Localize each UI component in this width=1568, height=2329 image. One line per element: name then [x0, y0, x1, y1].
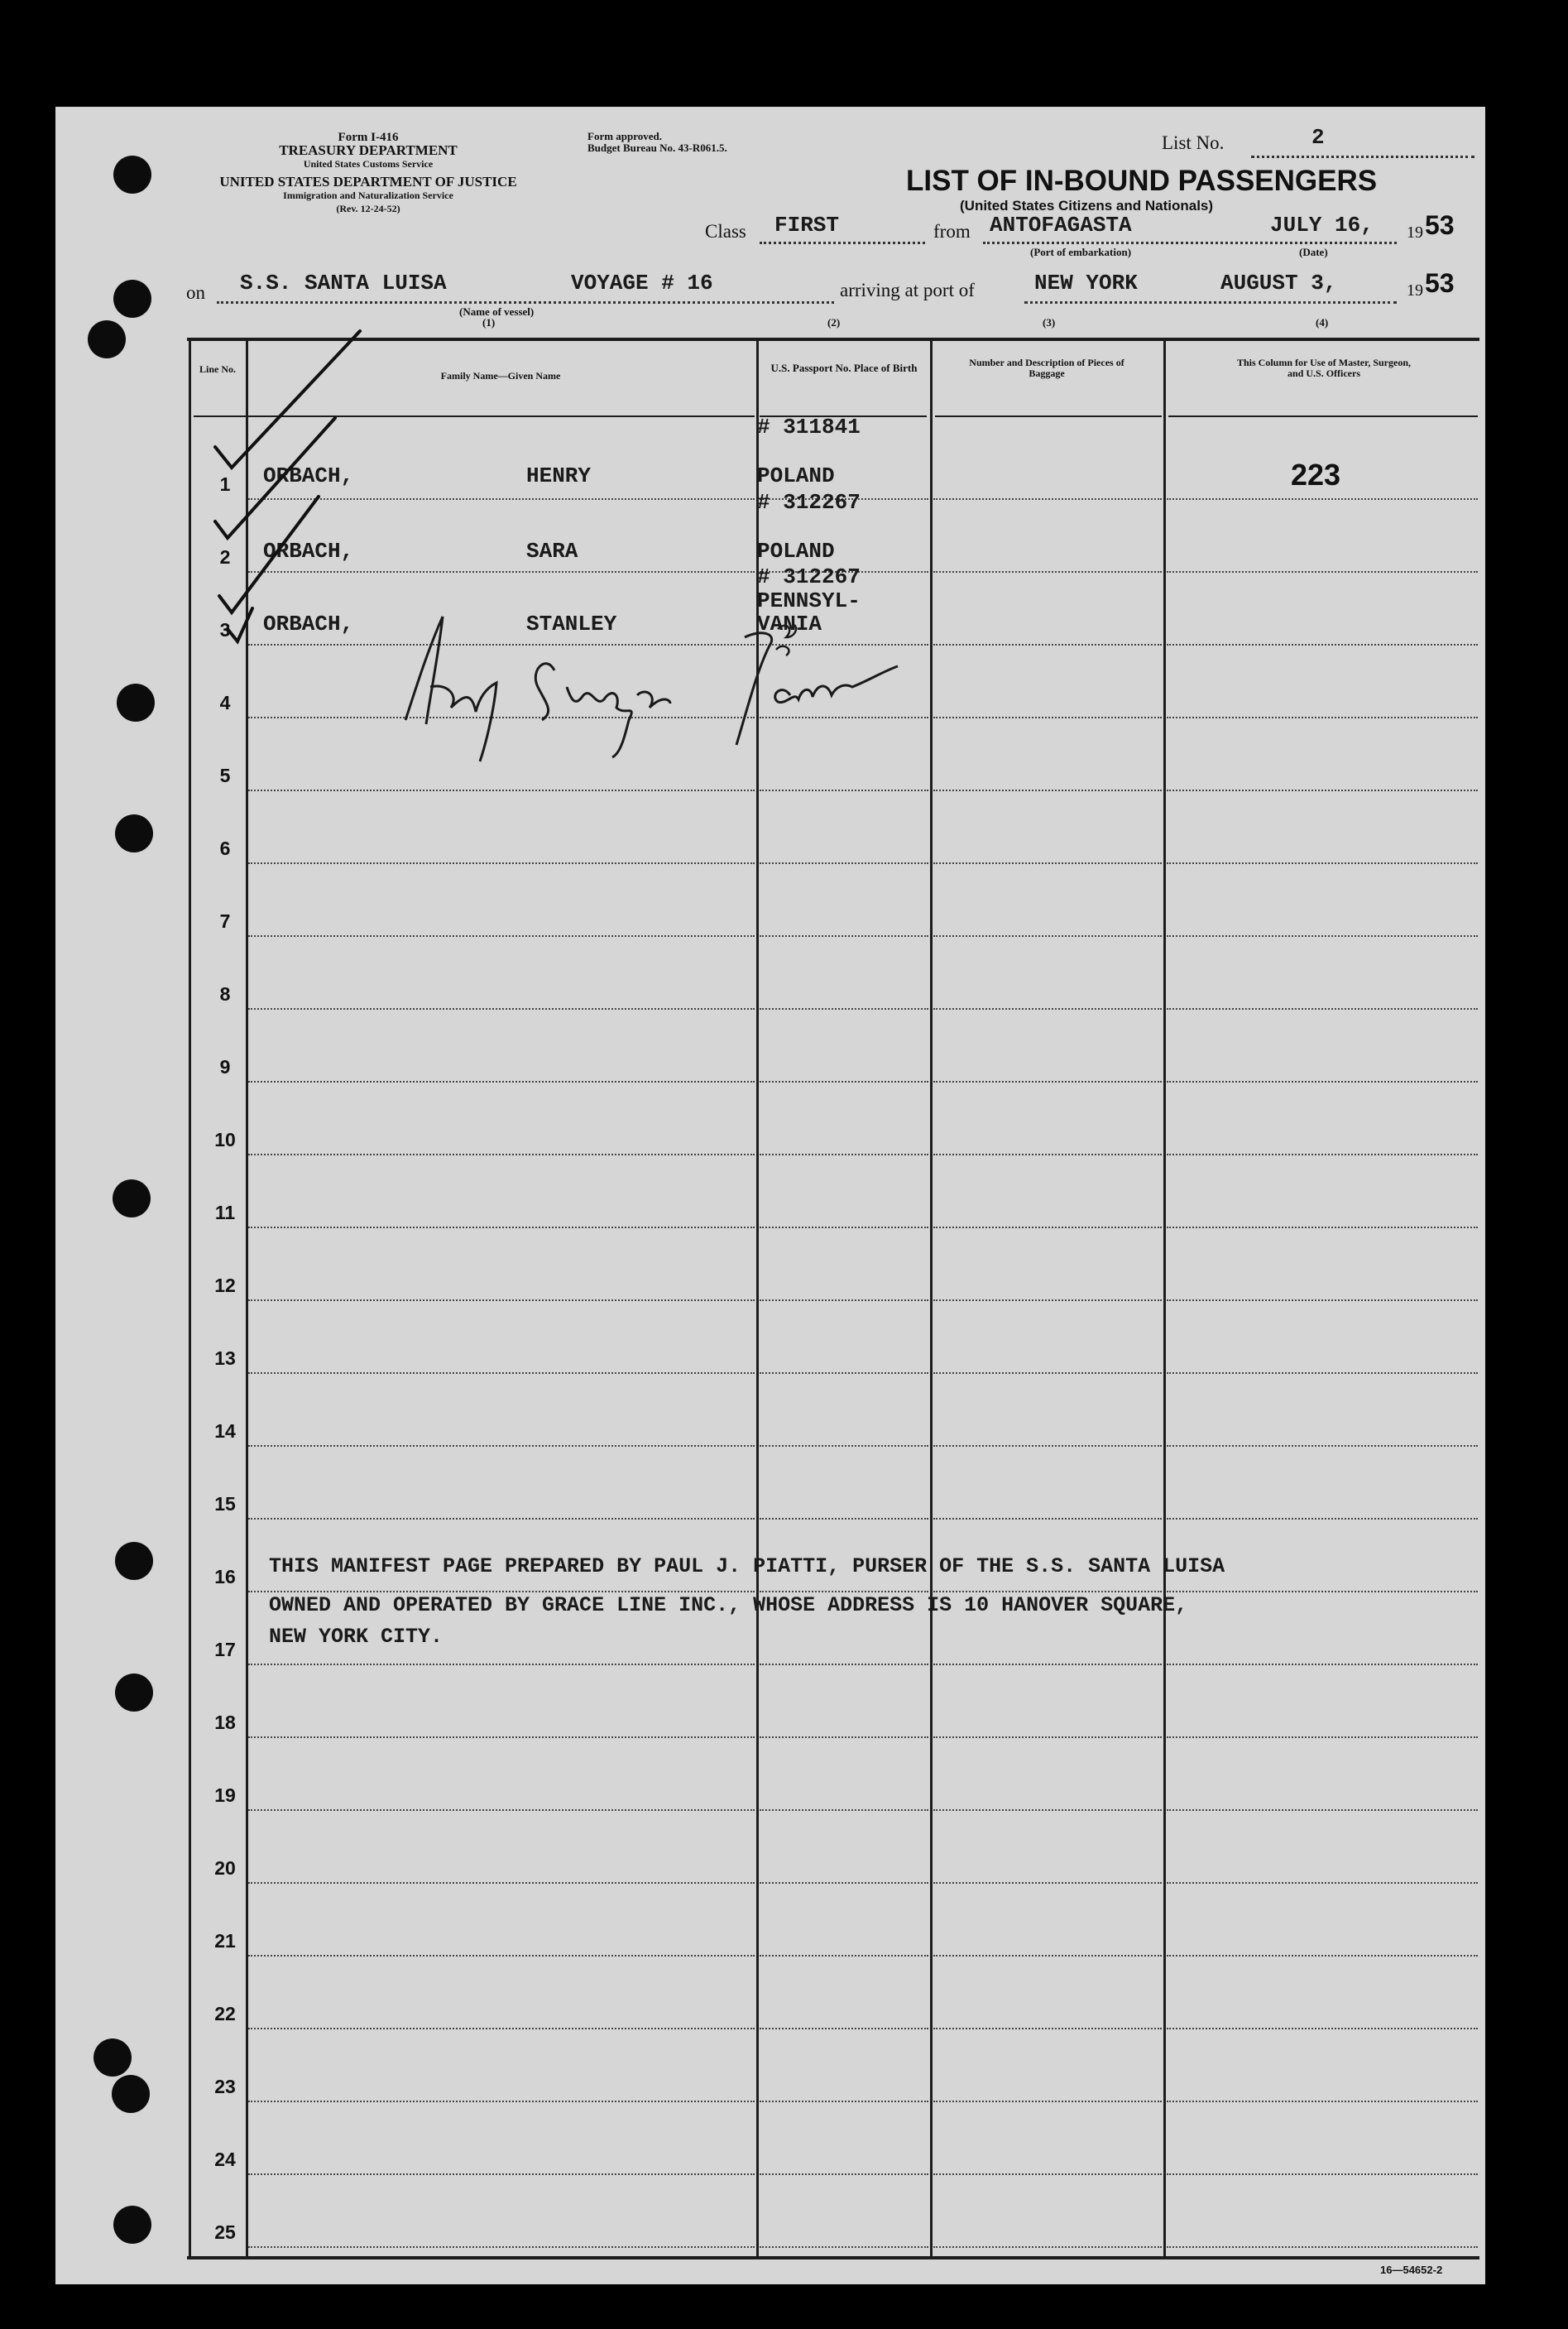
- line-number: 7: [219, 910, 231, 932]
- checkmark-icon: [194, 323, 376, 654]
- row-dotted-line: [248, 2028, 755, 2029]
- line-number: 11: [214, 1202, 236, 1223]
- row-dotted-line: [248, 1445, 755, 1447]
- form-approved: Form approved.: [587, 130, 663, 142]
- row-dotted-line: [248, 1664, 755, 1665]
- row-dotted-line: [1167, 862, 1478, 864]
- row-dotted-line: [760, 935, 928, 937]
- page-subtitle: (United States Citizens and Nationals): [960, 198, 1214, 214]
- table-bottom-border: [187, 2256, 1479, 2259]
- line-number: 21: [214, 1930, 236, 1952]
- row-dotted-line: [248, 790, 755, 791]
- manifest-note-line-1: THIS MANIFEST PAGE PREPARED BY PAUL J. PIATTI, PURSER OF THE S.S. SANTA LUISA: [269, 1554, 1225, 1578]
- vessel-name: S.S. SANTA LUISA: [240, 271, 447, 295]
- line-number: 19: [214, 1784, 236, 1806]
- row-dotted-line: [760, 1591, 928, 1592]
- year-prefix-2: 19: [1407, 281, 1423, 300]
- row-dotted-line: [1167, 717, 1478, 718]
- line-number: 14: [214, 1420, 236, 1442]
- row-dotted-line: [760, 2028, 928, 2029]
- row-dotted-line: [933, 1591, 1162, 1592]
- row-dotted-line: [248, 862, 755, 864]
- birthplace-3b: VANIA: [757, 612, 822, 636]
- row-dotted-line: [248, 1372, 755, 1374]
- line-number: 8: [219, 983, 231, 1005]
- row-dotted-line: [933, 1008, 1162, 1010]
- row-dotted-line: [933, 935, 1162, 937]
- row-dotted-line: [933, 1445, 1162, 1447]
- punch-hole: [115, 1542, 153, 1580]
- budget-bureau: Budget Bureau No. 43-R061.5.: [587, 142, 727, 154]
- row-dotted-line: [248, 1227, 755, 1228]
- arrival-date: AUGUST 3,: [1220, 271, 1337, 295]
- class-value: FIRST: [774, 213, 840, 238]
- from-date: JULY 16,: [1270, 213, 1374, 238]
- row-dotted-line: [933, 1736, 1162, 1738]
- caption-2: (2): [827, 316, 841, 329]
- punch-hole: [94, 2038, 132, 2077]
- port-embarkation-caption: (Port of embarkation): [1030, 246, 1132, 258]
- row-dotted-line: [1167, 1591, 1478, 1592]
- header-officers: This Column for Use of Master, Surgeon, and U.S. Officers: [1236, 357, 1411, 379]
- header-underline-c: [935, 415, 1162, 417]
- row-dotted-line: [248, 1809, 755, 1811]
- row-dotted-line: [933, 1809, 1162, 1811]
- year-2: 53: [1425, 268, 1455, 298]
- from-value: ANTOFAGASTA: [990, 213, 1132, 238]
- row-dotted-line: [933, 1227, 1162, 1228]
- line-number: 22: [214, 2003, 236, 2024]
- row-dotted-line: [760, 1299, 928, 1301]
- officer-note-1: 223: [1291, 458, 1341, 492]
- passport-3: # 312267: [757, 564, 861, 589]
- row-dotted-line: [1167, 1445, 1478, 1447]
- list-no-line: [1251, 156, 1474, 158]
- row-dotted-line: [1167, 1809, 1478, 1811]
- row-dotted-line: [933, 498, 1162, 500]
- row-dotted-line: [1167, 2028, 1478, 2029]
- line-number: 5: [219, 765, 231, 786]
- row-dotted-line: [1167, 1299, 1478, 1301]
- justice-dept: UNITED STATES DEPARTMENT OF JUSTICE: [219, 174, 517, 190]
- row-dotted-line: [760, 1882, 928, 1884]
- line-number: 10: [214, 1129, 236, 1150]
- row-dotted-line: [933, 2246, 1162, 2248]
- row-dotted-line: [1167, 1736, 1478, 1738]
- row-dotted-line: [760, 1809, 928, 1811]
- row-dotted-line: [248, 1518, 755, 1520]
- voyage: VOYAGE # 16: [571, 271, 713, 295]
- line-number: 23: [214, 2076, 236, 2097]
- form-block: [178, 131, 559, 215]
- from-line: [983, 242, 1397, 244]
- row-dotted-line: [1167, 1518, 1478, 1520]
- ins-service: Immigration and Naturalization Service: [283, 190, 453, 201]
- row-dotted-line: [760, 1372, 928, 1374]
- punch-hole: [115, 814, 153, 852]
- line-number: 2: [219, 546, 231, 568]
- row-dotted-line: [760, 1081, 928, 1083]
- list-no-value: 2: [1311, 125, 1325, 150]
- year-prefix-1: 19: [1407, 223, 1423, 242]
- vessel-caption: (Name of vessel): [459, 305, 535, 318]
- treasury-dept: TREASURY DEPARTMENT: [279, 142, 458, 158]
- manifest-note-line-3: NEW YORK CITY.: [269, 1625, 444, 1649]
- line-number: 15: [214, 1493, 236, 1515]
- year-1: 53: [1425, 210, 1455, 240]
- header-baggage: Number and Description of Pieces of Baggage: [969, 357, 1124, 379]
- header-family-name: Family Name—Given Name: [440, 370, 561, 382]
- row-dotted-line: [760, 1445, 928, 1447]
- row-dotted-line: [1167, 644, 1478, 646]
- punch-hole: [88, 320, 126, 358]
- form-code: 16—54652-2: [1380, 2264, 1443, 2276]
- customs-service: United States Customs Service: [303, 158, 434, 170]
- row-dotted-line: [933, 862, 1162, 864]
- table-left-border: [189, 341, 191, 2258]
- table-top-border: [187, 338, 1479, 341]
- row-dotted-line: [933, 717, 1162, 718]
- inspector-signature: [381, 604, 935, 770]
- row-dotted-line: [248, 2101, 755, 2102]
- line-number: 13: [214, 1347, 236, 1369]
- punch-hole: [112, 2075, 150, 2113]
- line-number: 9: [219, 1056, 231, 1078]
- row-dotted-line: [248, 1008, 755, 1010]
- row-dotted-line: [1167, 1664, 1478, 1665]
- row-dotted-line: [760, 1227, 928, 1228]
- punch-hole: [113, 1179, 151, 1217]
- line-number: 4: [219, 692, 231, 713]
- row-dotted-line: [933, 1081, 1162, 1083]
- row-dotted-line: [933, 2173, 1162, 2175]
- form-number: Form I-416: [338, 131, 399, 144]
- caption-4: (4): [1316, 316, 1329, 329]
- row-dotted-line: [760, 1664, 928, 1665]
- row-dotted-line: [933, 2101, 1162, 2102]
- row-dotted-line: [248, 1299, 755, 1301]
- row-dotted-line: [760, 862, 928, 864]
- family-name-1: ORBACH,: [263, 463, 354, 488]
- approval-block: [587, 131, 727, 154]
- line-number: 6: [219, 838, 231, 859]
- line-number: 25: [214, 2221, 236, 2243]
- row-dotted-line: [248, 935, 755, 937]
- row-dotted-line: [1167, 1372, 1478, 1374]
- row-dotted-line: [760, 790, 928, 791]
- class-line: [760, 242, 925, 244]
- caption-3: (3): [1043, 316, 1056, 329]
- row-dotted-line: [248, 1736, 755, 1738]
- manifest-note-line-2: OWNED AND OPERATED BY GRACE LINE INC., WHOSE ADDRESS IS 10 HANOVER SQUARE,: [269, 1593, 1188, 1617]
- row-dotted-line: [248, 1081, 755, 1083]
- line-number: 18: [214, 1712, 236, 1733]
- row-dotted-line: [248, 2173, 755, 2175]
- row-dotted-line: [1167, 1154, 1478, 1155]
- family-name-2: ORBACH,: [263, 539, 354, 564]
- row-dotted-line: [760, 1008, 928, 1010]
- line-number: 1: [219, 473, 231, 495]
- line-number: 24: [214, 2149, 236, 2170]
- line-number: 16: [214, 1566, 236, 1587]
- col-divider-baggage: [1163, 341, 1166, 2258]
- row-dotted-line: [760, 1154, 928, 1155]
- birthplace-3a: PENNSYL-: [757, 588, 861, 613]
- row-dotted-line: [933, 1518, 1162, 1520]
- row-dotted-line: [248, 1955, 755, 1957]
- on-label: on: [186, 282, 205, 303]
- row-dotted-line: [933, 1154, 1162, 1155]
- punch-hole: [113, 2206, 151, 2244]
- row-dotted-line: [248, 2246, 755, 2248]
- birthplace-1: POLAND: [757, 463, 835, 488]
- row-dotted-line: [760, 1736, 928, 1738]
- line-number: 12: [214, 1275, 236, 1296]
- row-dotted-line: [1167, 1008, 1478, 1010]
- line-number: 3: [219, 619, 231, 641]
- vessel-line: [217, 301, 834, 304]
- header-underline-d: [1168, 415, 1478, 417]
- row-dotted-line: [1167, 1227, 1478, 1228]
- row-dotted-line: [1167, 935, 1478, 937]
- punch-hole: [113, 280, 151, 318]
- line-number: 20: [214, 1857, 236, 1879]
- line-number: 17: [214, 1639, 236, 1660]
- punch-hole: [113, 156, 151, 194]
- row-dotted-line: [933, 571, 1162, 573]
- row-dotted-line: [1167, 1955, 1478, 1957]
- row-dotted-line: [248, 1591, 755, 1592]
- row-dotted-line: [1167, 498, 1478, 500]
- row-dotted-line: [933, 1372, 1162, 1374]
- passport-2: # 312267: [757, 490, 861, 515]
- row-dotted-line: [1167, 571, 1478, 573]
- row-dotted-line: [1167, 790, 1478, 791]
- row-dotted-line: [1167, 2246, 1478, 2248]
- row-dotted-line: [1167, 2173, 1478, 2175]
- class-label: Class: [705, 221, 746, 242]
- passport-1: # 311841: [757, 415, 861, 439]
- header-passport: U.S. Passport No. Place of Birth: [770, 362, 918, 374]
- row-dotted-line: [248, 1882, 755, 1884]
- punch-hole: [117, 684, 155, 722]
- given-name-2: SARA: [526, 539, 578, 564]
- revision: (Rev. 12-24-52): [336, 203, 400, 214]
- row-dotted-line: [760, 2173, 928, 2175]
- row-dotted-line: [933, 2028, 1162, 2029]
- row-dotted-line: [933, 1955, 1162, 1957]
- header-line-no: Line No.: [199, 363, 236, 375]
- from-label: from: [933, 221, 971, 242]
- row-dotted-line: [1167, 1081, 1478, 1083]
- row-dotted-line: [760, 2101, 928, 2102]
- row-dotted-line: [933, 1882, 1162, 1884]
- punch-hole: [115, 1674, 153, 1712]
- row-dotted-line: [760, 2246, 928, 2248]
- row-dotted-line: [760, 1955, 928, 1957]
- arriving-label: arriving at port of: [840, 280, 975, 300]
- row-dotted-line: [760, 1518, 928, 1520]
- given-name-3: STANLEY: [526, 612, 617, 636]
- row-dotted-line: [1167, 2101, 1478, 2102]
- row-dotted-line: [933, 1299, 1162, 1301]
- page-title: LIST OF IN-BOUND PASSENGERS: [906, 165, 1378, 197]
- row-dotted-line: [933, 1664, 1162, 1665]
- birthplace-2: POLAND: [757, 539, 835, 564]
- arrival-line: [1024, 301, 1397, 304]
- given-name-1: HENRY: [526, 463, 592, 488]
- row-dotted-line: [933, 644, 1162, 646]
- row-dotted-line: [248, 1154, 755, 1155]
- family-name-3: ORBACH,: [263, 612, 354, 636]
- arrival-port: NEW YORK: [1034, 271, 1138, 295]
- caption-1: (1): [482, 316, 496, 329]
- row-dotted-line: [933, 790, 1162, 791]
- list-no-label: List No.: [1162, 132, 1225, 153]
- row-dotted-line: [1167, 1882, 1478, 1884]
- date-caption: (Date): [1299, 246, 1328, 258]
